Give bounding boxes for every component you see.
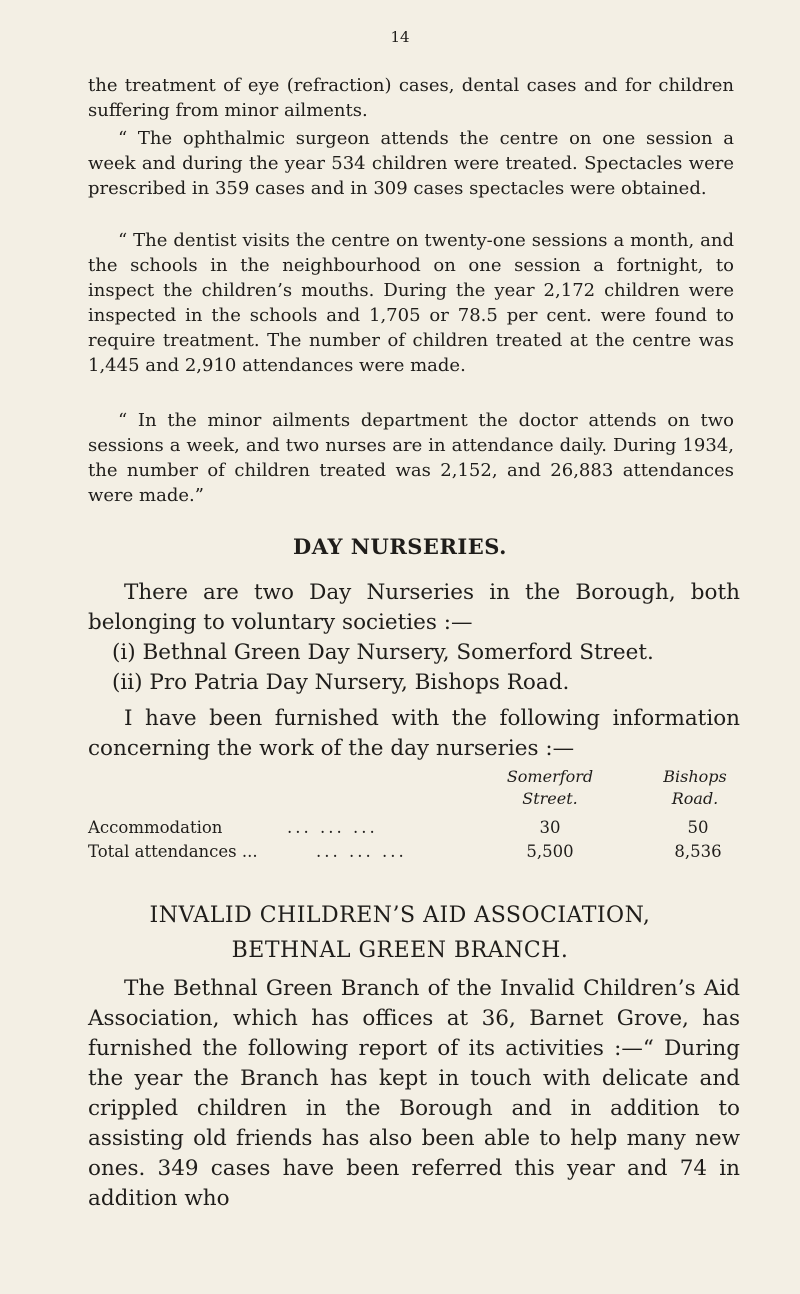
paragraph-ophthalmic: “ The ophthalmic surgeon attends the centre on one session a week and during the year 534 children were treated. Spectacles were prescribed in 359 cases and in 309 cases spectacles were obtained.: [88, 128, 734, 199]
table-row-leader: ... ... ...: [287, 818, 378, 837]
column-header-somerford-line2: Street.: [522, 789, 578, 808]
nursery-list-item-2: (ii) Pro Patria Day Nursery, Bishops Road.: [112, 670, 570, 695]
column-header-bishops: [645, 766, 745, 810]
paragraph-dentist: “ The dentist visits the centre on twenty-one sessions a month, and the schools in the neighbourhood on one session a fortnight, to inspect the children’s mouths. During the year 2,172 children were inspected in the schools and 1,705 or 78.5 per cent. were found to require treatment. The number of children treated at the centre was 1,445 and 2,910 attendances were made.: [88, 230, 734, 376]
icaa-heading: [0, 898, 800, 968]
table-cell-attendances-somerford: 5,500: [526, 842, 574, 861]
icaa-heading-line2: BETHNAL GREEN BRANCH.: [231, 938, 569, 963]
day-nurseries-heading: DAY NURSERIES.: [293, 534, 507, 559]
column-header-bishops-line2: Road.: [671, 789, 719, 808]
paragraph-treatment: the treatment of eye (refraction) cases, dental cases and for children suffering from minor ailments.: [88, 75, 734, 121]
table-row-leader: ... ... ...: [316, 842, 407, 861]
table-cell-attendances-bishops: 8,536: [674, 842, 722, 861]
table-row-label-total-attendances: Total attendances ...: [88, 842, 258, 861]
day-nurseries-intro: There are two Day Nurseries in the Borough, both belonging to voluntary societies :—: [88, 580, 740, 635]
paragraph-minor-ailments: “ In the minor ailments department the doctor attends on two sessions a week, and two nurses are in attendance daily. During 1934, the number of children treated was 2,152, and 26,883 attendances were made.”: [88, 410, 734, 506]
table-cell-accommodation-bishops: 50: [687, 818, 709, 837]
day-nurseries-furnished: I have been furnished with the following information concerning the work of the day nurseries :—: [88, 706, 740, 761]
table-cell-accommodation-somerford: 30: [539, 818, 561, 837]
icaa-heading-line1: INVALID CHILDREN’S AID ASSOCIATION,: [149, 903, 651, 928]
table-row-label-accommodation: Accommodation: [88, 818, 223, 837]
page-number: 14: [390, 28, 410, 46]
column-header-somerford: [495, 766, 605, 810]
icaa-body: The Bethnal Green Branch of the Invalid Children’s Aid Association, which has offices at 36, Barnet Grove, has furnished the following report of its activities :—“ During the year the Branch has kept in touch with delicate and crippled children in the Borough and in addition to assisting old friends has also been able to help many new ones. 349 cases have been referred this year and 74 in addition who: [88, 976, 740, 1211]
column-header-bishops-line1: Bishops: [663, 767, 727, 786]
nursery-list-item-1: (i) Bethnal Green Day Nursery, Somerford Street.: [112, 640, 654, 665]
column-header-somerford-line1: Somerford: [506, 767, 594, 786]
